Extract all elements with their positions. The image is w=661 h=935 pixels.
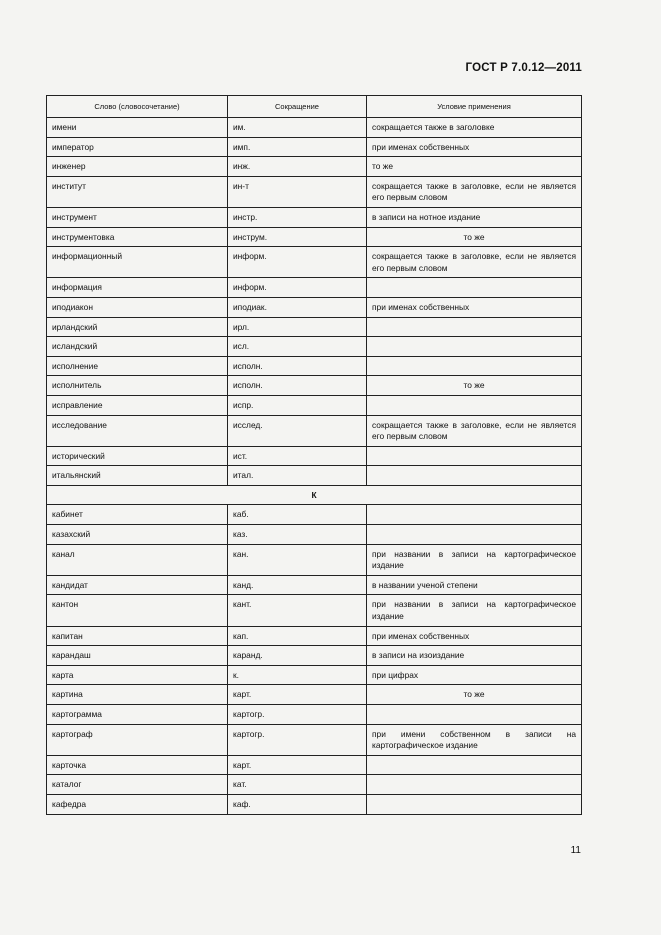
- cell-abbreviation: исслед.: [228, 415, 367, 446]
- cell-condition: [367, 446, 582, 466]
- table-row: [47, 525, 582, 545]
- cell-condition: [367, 395, 582, 415]
- cell-condition: сокращается также в заголовке, если не является его первым словом: [367, 247, 582, 278]
- cell-word: информационный: [47, 247, 228, 278]
- cell-word: кандидат: [47, 575, 228, 595]
- table-body: [47, 118, 582, 815]
- cell-condition: [367, 775, 582, 795]
- cell-word: исторический: [47, 446, 228, 466]
- cell-word: исправление: [47, 395, 228, 415]
- cell-abbreviation: кат.: [228, 775, 367, 795]
- table-row: [47, 466, 582, 486]
- cell-abbreviation: информ.: [228, 278, 367, 298]
- table-row: [47, 595, 582, 626]
- cell-word: институт: [47, 176, 228, 207]
- cell-word: итальянский: [47, 466, 228, 486]
- cell-condition: сокращается также в заголовке, если не является его первым словом: [367, 415, 582, 446]
- table-row: [47, 626, 582, 646]
- cell-word: иподиакон: [47, 297, 228, 317]
- column-header-condition: Условие применения: [367, 96, 582, 118]
- table-row: [47, 794, 582, 814]
- cell-condition: при названии в записи на картографическое издание: [367, 544, 582, 575]
- table-row: [47, 207, 582, 227]
- cell-abbreviation: карт.: [228, 755, 367, 775]
- cell-condition: то же: [367, 376, 582, 396]
- cell-word: инструмент: [47, 207, 228, 227]
- table-row: [47, 685, 582, 705]
- cell-condition: сокращается также в заголовке, если не является его первым словом: [367, 176, 582, 207]
- table-row: [47, 446, 582, 466]
- cell-condition: [367, 356, 582, 376]
- cell-abbreviation: каф.: [228, 794, 367, 814]
- column-header-abbreviation: Сокращение: [228, 96, 367, 118]
- cell-condition: при именах собственных: [367, 626, 582, 646]
- cell-abbreviation: инж.: [228, 157, 367, 177]
- cell-word: исследование: [47, 415, 228, 446]
- cell-word: исполнитель: [47, 376, 228, 396]
- cell-abbreviation: инструм.: [228, 227, 367, 247]
- cell-abbreviation: исполн.: [228, 356, 367, 376]
- table-row: [47, 297, 582, 317]
- cell-word: кантон: [47, 595, 228, 626]
- table-row: [47, 176, 582, 207]
- cell-word: инструментовка: [47, 227, 228, 247]
- cell-word: карандаш: [47, 646, 228, 666]
- cell-condition: то же: [367, 685, 582, 705]
- cell-abbreviation: каб.: [228, 505, 367, 525]
- table-row: [47, 247, 582, 278]
- cell-abbreviation: инстр.: [228, 207, 367, 227]
- cell-abbreviation: каранд.: [228, 646, 367, 666]
- cell-word: карта: [47, 665, 228, 685]
- cell-abbreviation: иподиак.: [228, 297, 367, 317]
- cell-abbreviation: канд.: [228, 575, 367, 595]
- cell-condition: при названии в записи на картографическое издание: [367, 595, 582, 626]
- cell-condition: [367, 337, 582, 357]
- table-row: [47, 415, 582, 446]
- cell-condition: [367, 525, 582, 545]
- page-number: 11: [570, 845, 581, 856]
- cell-abbreviation: кан.: [228, 544, 367, 575]
- table-row: [47, 118, 582, 138]
- cell-condition: то же: [367, 157, 582, 177]
- cell-abbreviation: к.: [228, 665, 367, 685]
- cell-condition: [367, 278, 582, 298]
- table-row: [47, 376, 582, 396]
- cell-abbreviation: ист.: [228, 446, 367, 466]
- section-row: [47, 485, 582, 505]
- cell-word: картина: [47, 685, 228, 705]
- cell-condition: [367, 755, 582, 775]
- cell-abbreviation: имп.: [228, 137, 367, 157]
- cell-word: канал: [47, 544, 228, 575]
- cell-abbreviation: исл.: [228, 337, 367, 357]
- table-row: [47, 544, 582, 575]
- cell-condition: сокращается также в заголовке: [367, 118, 582, 138]
- table-row: [47, 755, 582, 775]
- cell-word: император: [47, 137, 228, 157]
- cell-condition: при именах собственных: [367, 297, 582, 317]
- table-row: [47, 575, 582, 595]
- cell-abbreviation: кап.: [228, 626, 367, 646]
- section-letter: К: [47, 485, 582, 505]
- table-row: [47, 356, 582, 376]
- cell-word: ирландский: [47, 317, 228, 337]
- cell-abbreviation: кант.: [228, 595, 367, 626]
- cell-word: имени: [47, 118, 228, 138]
- cell-word: казахский: [47, 525, 228, 545]
- cell-word: информация: [47, 278, 228, 298]
- cell-condition: при цифрах: [367, 665, 582, 685]
- cell-word: исполнение: [47, 356, 228, 376]
- cell-abbreviation: ирл.: [228, 317, 367, 337]
- cell-condition: при именах собственных: [367, 137, 582, 157]
- cell-condition: [367, 317, 582, 337]
- cell-word: картограф: [47, 724, 228, 755]
- table-row: [47, 395, 582, 415]
- cell-abbreviation: картогр.: [228, 705, 367, 725]
- cell-abbreviation: каз.: [228, 525, 367, 545]
- cell-abbreviation: им.: [228, 118, 367, 138]
- cell-condition: в записи на изоиздание: [367, 646, 582, 666]
- cell-abbreviation: исполн.: [228, 376, 367, 396]
- table-row: [47, 724, 582, 755]
- table-header-row: [47, 96, 582, 118]
- table-row: [47, 157, 582, 177]
- cell-abbreviation: итал.: [228, 466, 367, 486]
- cell-abbreviation: информ.: [228, 247, 367, 278]
- table-row: [47, 317, 582, 337]
- cell-condition: [367, 466, 582, 486]
- cell-condition: при имени собственном в записи на картографическое издание: [367, 724, 582, 755]
- table-row: [47, 227, 582, 247]
- cell-condition: [367, 794, 582, 814]
- table-row: [47, 646, 582, 666]
- cell-condition: [367, 705, 582, 725]
- table-row: [47, 505, 582, 525]
- cell-word: кабинет: [47, 505, 228, 525]
- cell-word: исландский: [47, 337, 228, 357]
- cell-word: картограмма: [47, 705, 228, 725]
- table-row: [47, 337, 582, 357]
- table-row: [47, 705, 582, 725]
- cell-condition: в названии ученой степени: [367, 575, 582, 595]
- cell-word: кафедра: [47, 794, 228, 814]
- cell-condition: в записи на нотное издание: [367, 207, 582, 227]
- cell-abbreviation: карт.: [228, 685, 367, 705]
- table-row: [47, 665, 582, 685]
- cell-condition: то же: [367, 227, 582, 247]
- abbreviation-table: [46, 95, 582, 815]
- table-row: [47, 137, 582, 157]
- table-row: [47, 278, 582, 298]
- table-row: [47, 775, 582, 795]
- cell-word: инженер: [47, 157, 228, 177]
- cell-abbreviation: ин-т: [228, 176, 367, 207]
- cell-abbreviation: испр.: [228, 395, 367, 415]
- cell-word: каталог: [47, 775, 228, 795]
- cell-word: карточка: [47, 755, 228, 775]
- cell-condition: [367, 505, 582, 525]
- cell-abbreviation: картогр.: [228, 724, 367, 755]
- document-header: ГОСТ Р 7.0.12—2011: [465, 62, 582, 74]
- cell-word: капитан: [47, 626, 228, 646]
- column-header-word: Слово (словосочетание): [47, 96, 228, 118]
